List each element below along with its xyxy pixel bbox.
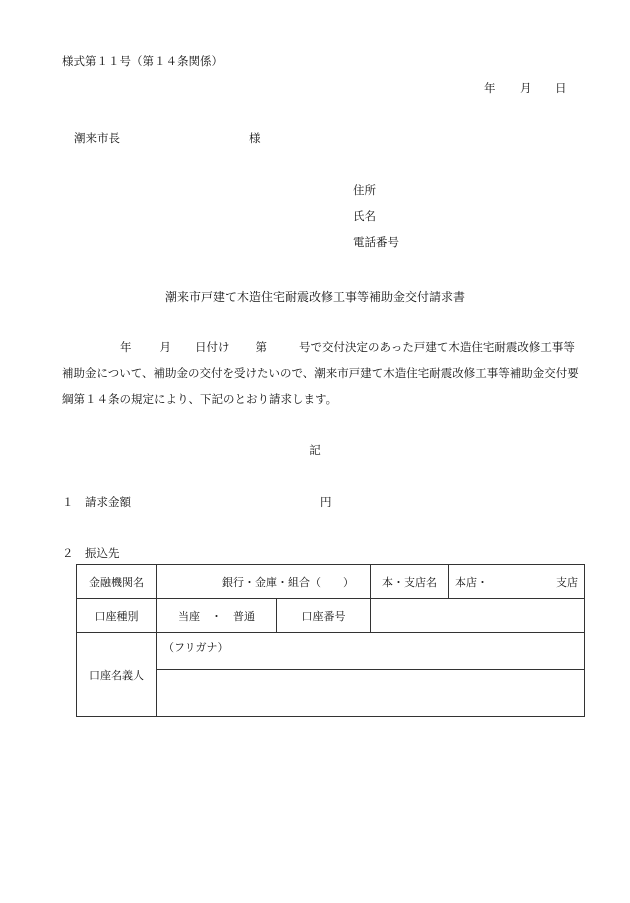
account-number-label: 口座番号 [277,599,371,633]
date-day: 日 [555,81,567,95]
table-row [77,633,585,670]
account-number-field[interactable] [371,599,585,633]
furigana-label: （フリガナ） [163,641,229,654]
request-amount-label: １ 請求金額 [62,495,131,509]
account-type-label: 口座種別 [77,599,157,633]
form-number: 様式第１１号（第１４条関係） [62,54,223,68]
institution-types[interactable]: 銀行・金庫・組合（ ） [157,565,371,599]
date-year: 年 [484,81,496,95]
document-title: 潮来市戸建て木造住宅耐震改修工事等補助金交付請求書 [164,290,465,304]
account-holder-label: 口座名義人 [77,633,157,717]
furigana-field[interactable] [157,633,585,670]
main-branch-text: 本店・ [455,575,488,589]
branch-field[interactable] [449,565,585,599]
applicant-address-label: 住所 [353,183,376,197]
ki-heading: 記 [309,443,321,457]
account-holder-field[interactable] [157,670,585,717]
branch-text: 支店 [556,575,578,589]
transfer-destination-label: ２ 振込先 [62,546,120,560]
addressee-honorific: 様 [249,131,261,145]
table-row [77,599,585,633]
request-body [62,334,582,412]
addressee: 潮来市長 [74,131,120,145]
institution-label: 金融機関名 [77,565,157,599]
body-dai: 第 [255,340,267,354]
date-month: 月 [520,81,532,95]
body-day-dated: 日付け [195,340,230,354]
body-month: 月 [159,340,171,354]
bank-account-table [76,564,585,717]
applicant-name-label: 氏名 [353,209,376,223]
branch-label: 本・支店名 [371,565,449,599]
applicant-phone-label: 電話番号 [353,235,399,249]
body-text: 号で交付決定のあった戸建て木造住宅耐震改修工事等補助金について、補助金の交付を受けたいので、潮来市戸建て木造住宅耐震改修工事等補助金交付要綱第１４条の規定により、下記のとおり請求します。 [62,340,579,406]
table-row [77,565,585,599]
account-type-options[interactable]: 当座 ・ 普通 [157,599,277,633]
body-year: 年 [120,340,132,354]
yen-unit: 円 [320,495,332,509]
